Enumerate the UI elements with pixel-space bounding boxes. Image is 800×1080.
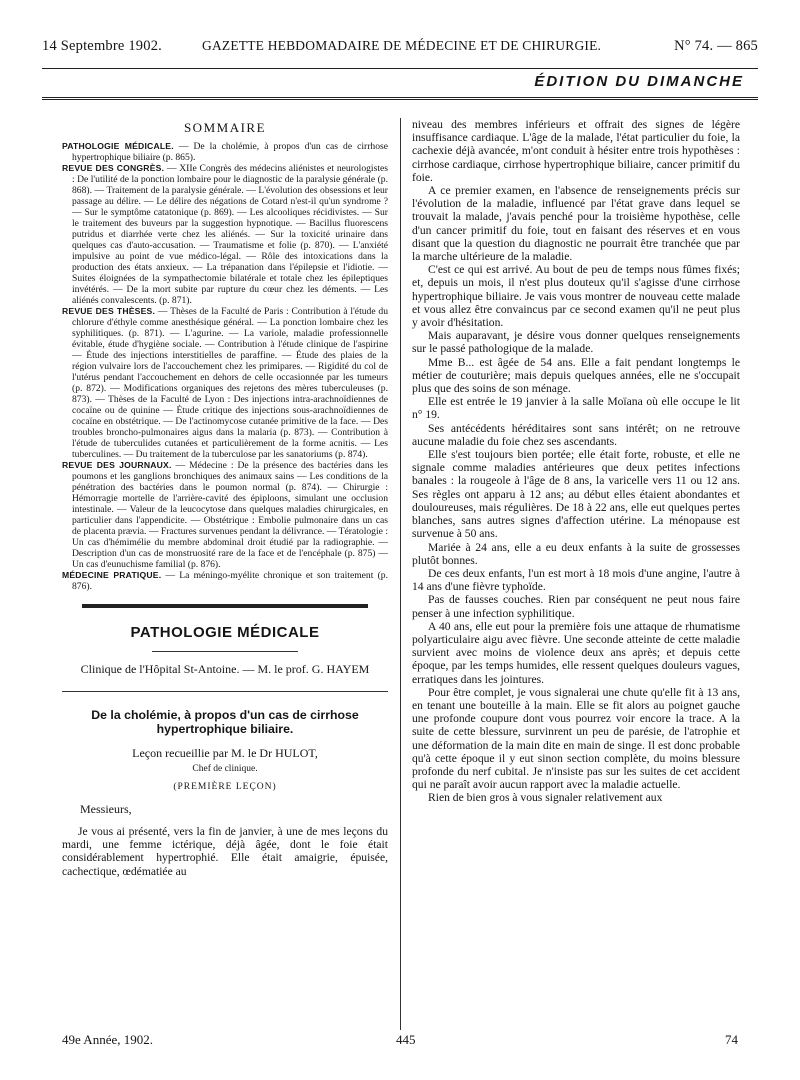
paragraph: C'est ce qui est arrivé. Au bout de peu de temps nous fûmes fixés; et, depuis un mois, il n'est plus douteux qu'il s'agisse d'une cirrhose hypertrophique biliaire. Je vais vous montrer de nouveau cette malade et vous allez être convaincus par ce second examen qu'il ne peut plus y avoir d'hésitation. <box>412 263 740 330</box>
sommaire-title: SOMMAIRE <box>183 120 267 135</box>
article-author-role: Chef de clinique. <box>192 764 258 774</box>
header-issue-page: N° 74. — 865 <box>674 38 758 54</box>
paragraph: Mais auparavant, je désire vous donner quelques renseignements sur le passé pathologique de la malade. <box>412 329 740 356</box>
sommaire-entry <box>62 570 388 592</box>
edition-banner <box>42 68 758 100</box>
paragraph: Elle s'est toujours bien portée; elle était forte, robuste, et elle ne signale comme maladies antérieures que deux petites infections banales : la rougeole à l'âge de 8 ans, la varicelle vers 11 ou 12 ans. Ses règles ont apparu à 12 ans; au début elles étaient abondantes et douloureuses, mais régulières. De 18 à 22 ans, elle eut quelques pertes blanches, sans autres signes d'affection utérine. La ménopause est survenue à 50 ans. <box>412 448 740 541</box>
page-footer <box>62 1032 738 1052</box>
right-column <box>412 118 740 805</box>
sommaire <box>62 120 388 592</box>
header-date: 14 Septembre 1902. <box>42 38 162 54</box>
paragraph: Ses antécédents héréditaires sont sans intérêt; on ne retrouve aucune maladie du foie chez ses ascendants. <box>412 421 740 448</box>
paragraph: Rien de bien gros à vous signaler relativement aux <box>428 791 663 805</box>
sommaire-entry <box>62 460 388 570</box>
rule <box>62 691 388 692</box>
left-column <box>62 118 388 878</box>
section-rule <box>82 604 368 608</box>
paragraph: Mariée à 24 ans, elle a eu deux enfants à la suite de grossesses plutôt bonnes. <box>412 540 740 567</box>
running-header <box>42 38 758 60</box>
paragraph: Pas de fausses couches. Rien par conséquent ne peut nous faire penser à une infection syphilitique. <box>412 593 740 620</box>
paragraph: Pour être complet, je vous signalerai une chute qu'elle fit à 13 ans, en tenant une bouteille à la main. Elle se fit alors au poignet gauche une profonde coupure dont vous pourrez voir encore la trace. A la suite de cette blessure, survinrent un peu de parésie, de l'atrophie et une déformation de la main dite en main de singe. Il est donc probable qu'à cette époque il y eut sinon section complète, du moins blessure profonde du nerf cubital. Je n'insiste pas sur les suites de cet accident qui ne paraît avoir aucun rapport avec la maladie actuelle. <box>412 685 740 792</box>
sommaire-entry-head: MÉDECINE PRATIQUE. <box>62 570 162 580</box>
paragraph: niveau des membres inférieurs et offrait des signes de légère insuffisance cardiaque. L'âge de la malade, l'état particulier du foie, la cachexie déjà avancée, m'ont conduit à hésiter entre trois hypothèses : cirrhose cardiaque, cirrhose hypertrophique biliaire, cancer primitif du foie. <box>412 118 740 184</box>
footer-page-number: 445 <box>396 1032 416 1047</box>
header-journal-title: GAZETTE HEBDOMADAIRE DE MÉDECINE ET DE CHIRURGIE. <box>202 38 602 53</box>
clinique-line: Clinique de l'Hôpital St-Antoine. — M. le prof. G. HAYEM <box>80 662 370 676</box>
column-divider <box>400 118 401 1030</box>
short-rule <box>152 651 298 652</box>
sommaire-entry-text: — Thèses de la Faculté de Paris : Contribution à l'étude du chlorure d'éthyle comme anesthésique général. — La ponction lombaire chez les syphilitiques. (p. 871). — L'agurine. — La variole, maladie professionnelle évitable, étude d'hygiène sociale. — Contribution à l'étude clinique de l'aspirine — Étude des injections interstitielles de paraffine. — Étude des plaies de la région vulvaire lors de l'accouchement chez les primipares. — Rigidité du col de l'utérus pendant l'accouchement en dehors de celle occasionnée par les tumeurs (p. 872). — Modifications organiques des rejetons des mères tuberculeuses (p. 873). — Thèses de la Faculté de Lyon : Des injections intra-arachnoïdiennes de cocaïne ou de quinine — Étude critique des injections sous-arachnoïdiennes de cocaïne en obstétrique. — De l'actinomycose cutanée primitive de la face. — Des troubles broncho-pulmonaires aigus dans la malaria (p. 873). — Contribution à l'étude de tuberculides cutanées et particulièrement de la forme acnitis. — Les tuberculines. — Du traitement de la tuberculose par les sanatoriums (p. 874). <box>72 306 388 460</box>
paragraph: Elle est entrée le 19 janvier à la salle Moïana où elle occupe le lit n° 19. <box>412 395 740 422</box>
sommaire-entry-text: — La méningo-myélite chronique et son traitement (p. 876). <box>72 570 388 592</box>
paragraph: Je vous ai présenté, vers la fin de janvier, à une de mes leçons du mardi, une femme ictérique, déjà âgée, dont le foie était considérablement hypertrophié. Elle était amaigrie, épuisée, cachectique, œdématiée au <box>62 825 388 878</box>
sommaire-entry-head: REVUE DES JOURNAUX. <box>62 460 172 470</box>
sommaire-entry <box>62 163 388 306</box>
sommaire-entry-text: — XIIe Congrès des médecins aliénistes et neurologistes : De l'utilité de la ponction lombaire pour le diagnostic de la paralysie générale (p. 868). — Traitement de la paralysie générale. — L'évolution des obsessions et leur passage au délire. — Le délire des négations de Cotard n'est-il qu'un syndrome ? — Sur le symptôme catatonique (p. 869). — Les alcooliques récidivistes. — Sur le traitement des buveurs par la suggestion hypnotique. — Bacillus fluorescens putridus et diarrhée verte chez les aliénés. — Sur la toxicité urinaire dans quelques cas d'auto-accusation. — Traumatisme et folie (p. 870). — L'anxiété impulsive au point de vue médico-légal. — Rôle des intoxications dans la production des états anxieux. — La trépanation dans l'épilepsie et l'idiotie. — Suites éloignées de la sympathectomie bilatérale et totale chez les épileptiques invétérés. — De la mort subite par rupture du cœur chez les déments. — Les aliénés convalescents. (p. 871). <box>72 163 388 306</box>
sommaire-entry-text: — Médecine : De la présence des bactéries dans les poumons et les ganglions bronchiques des animaux sains — Les conditions de la pénétration des bactéries dans le poumon normal (p. 874). — Chirurgie : Hémorragie mortelle de l'arrière-cavité des épiploons, simulant une occlusion intestinale. — Valeur de la leucocytose dans quelques maladies chirurgicales, en particulier dans l'appendicite. — Obstétrique : Embolie pulmonaire dans un cas de placenta prævia. — Fractures survenues pendant la délivrance. — Tératologie : Un cas d'hémimélie du membre abdominal droit étudié par la radiographie. — Description d'un cas de monstruosité rare de la face et de l'encéphale (p. 875) — Un cas d'eunuchisme familial (p. 876). <box>72 460 389 570</box>
sommaire-entry-text: — De la cholémie, à propos d'un cas de cirrhose hypertrophique biliaire (p. 865). <box>72 141 388 163</box>
sommaire-entry-head: REVUE DES THÈSES. <box>62 306 156 316</box>
sommaire-entry <box>62 141 388 163</box>
section-title: PATHOLOGIE MÉDICALE <box>130 624 320 641</box>
footer-year: 49e Année, 1902. <box>62 1032 153 1047</box>
paragraph: Mme B... est âgée de 54 ans. Elle a fait pendant longtemps le métier de couturière; mais depuis quelques années, elle ne s'occupait plus que des soins de son ménage. <box>412 355 740 396</box>
salutation: Messieurs, <box>80 802 132 816</box>
edition-title: ÉDITION DU DIMANCHE <box>534 73 744 90</box>
paragraph: A 40 ans, elle eut pour la première fois une attaque de rhumatisme polyarticulaire aigu avec fièvre. Une seconde atteinte de cette maladie survient avec moins de violence deux ans après; et depuis cette époque, par les temps humides, elle ressent quelques douleurs vagues, erratiques dans les jointures. <box>412 619 740 686</box>
article-title: De la cholémie, à propos d'un cas de cirrhose hypertrophique biliaire. <box>91 708 359 736</box>
sommaire-entry-head: REVUE DES CONGRÈS. <box>62 163 165 173</box>
footer-sheet-number: 74 <box>725 1032 738 1047</box>
article-byline: Leçon recueillie par M. le Dr HULOT, <box>132 746 318 760</box>
sommaire-entry <box>62 306 388 460</box>
paragraph: De ces deux enfants, l'un est mort à 18 mois d'une angine, l'autre à 14 ans d'une fièvre typhoïde. <box>412 566 740 594</box>
paragraph: A ce premier examen, en l'absence de renseignements précis sur l'évolution de la maladie, influencé par l'état grave dans lequel se trouvait la malade, j'avais penché pour la troisième hypothèse, celle d'un cancer primitif du foie, tout en faisant des réserves et en vous disant que la question du diagnostic ne pourrait être tranchée que par la marche ultérieure de la maladie. <box>412 184 740 264</box>
sommaire-entry-head: PATHOLOGIE MÉDICALE. <box>62 141 174 151</box>
article-lecon: (PREMIÈRE LEÇON) <box>173 782 277 792</box>
